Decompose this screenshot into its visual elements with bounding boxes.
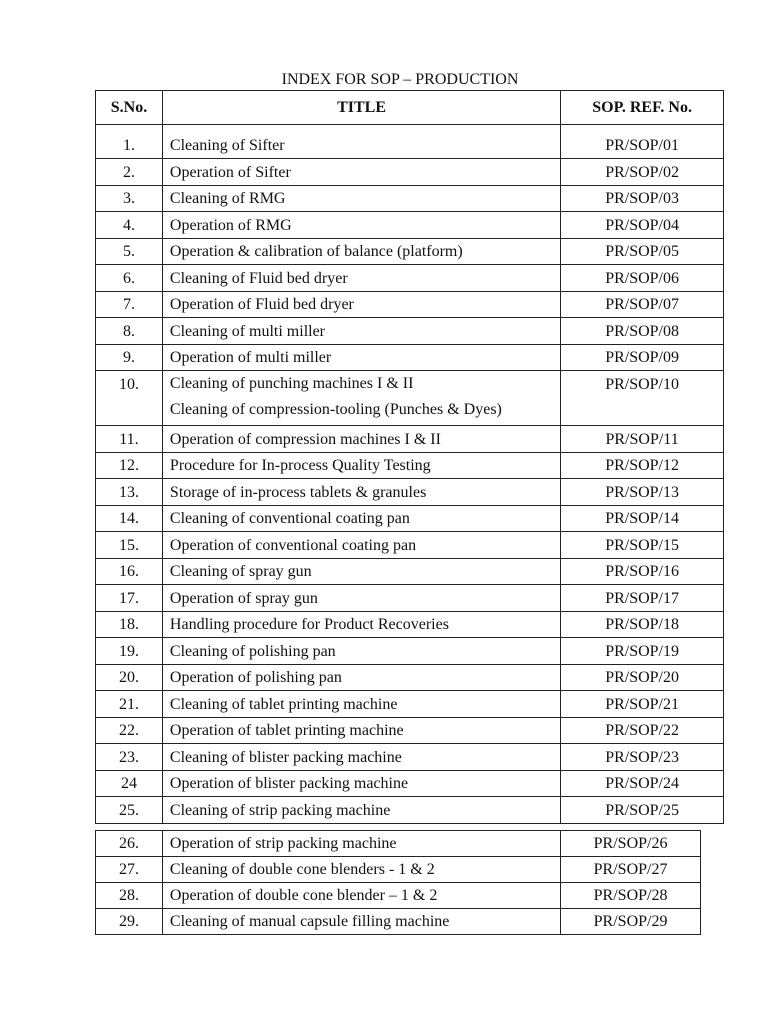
table-row [96, 744, 724, 771]
row-number: 28. [96, 883, 163, 909]
row-title: Operation of tablet printing machine [162, 717, 560, 744]
row-title: Cleaning of Sifter [162, 125, 560, 159]
row-number: 13. [96, 479, 163, 506]
table-row [96, 909, 701, 935]
row-title [162, 371, 560, 426]
table-row [96, 585, 724, 612]
row-title: Operation of multi miller [162, 344, 560, 371]
table-row [96, 532, 724, 559]
row-ref: PR/SOP/03 [561, 185, 724, 212]
row-ref: PR/SOP/06 [561, 265, 724, 292]
row-title: Operation of RMG [162, 212, 560, 239]
row-number: 2. [96, 159, 163, 186]
table-body [96, 125, 724, 824]
table-row [96, 265, 724, 292]
row-title: Cleaning of tablet printing machine [162, 691, 560, 718]
row-ref: PR/SOP/11 [561, 426, 724, 453]
table-row [96, 125, 724, 159]
row-ref: PR/SOP/07 [561, 291, 724, 318]
row-ref: PR/SOP/05 [561, 238, 724, 265]
row-number: 17. [96, 585, 163, 612]
table-row [96, 159, 724, 186]
row-number: 1. [96, 125, 163, 159]
row-title: Operation of strip packing machine [162, 831, 560, 857]
table-row [96, 857, 701, 883]
row-title: Operation of double cone blender – 1 & 2 [162, 883, 560, 909]
row-title: Procedure for In-process Quality Testing [162, 452, 560, 479]
row-number: 27. [96, 857, 163, 883]
row-number: 7. [96, 291, 163, 318]
row-title: Operation of Fluid bed dryer [162, 291, 560, 318]
table-row [96, 691, 724, 718]
row-title: Storage of in-process tablets & granules [162, 479, 560, 506]
row-number: 23. [96, 744, 163, 771]
table-row [96, 611, 724, 638]
sop-index-table [95, 90, 724, 824]
row-ref: PR/SOP/28 [561, 883, 701, 909]
row-title: Cleaning of double cone blenders - 1 & 2 [162, 857, 560, 883]
row-number: 21. [96, 691, 163, 718]
row-title: Operation of Sifter [162, 159, 560, 186]
row-ref: PR/SOP/22 [561, 717, 724, 744]
row-title: Operation of compression machines I & II [162, 426, 560, 453]
table-row [96, 238, 724, 265]
row-ref: PR/SOP/13 [561, 479, 724, 506]
row-number: 14. [96, 505, 163, 532]
row-title: Operation & calibration of balance (platform) [162, 238, 560, 265]
row-title: Cleaning of polishing pan [162, 638, 560, 665]
table-row [96, 371, 724, 426]
row-ref: PR/SOP/23 [561, 744, 724, 771]
header-sno: S.No. [96, 91, 163, 125]
row-number: 19. [96, 638, 163, 665]
row-title: Cleaning of manual capsule filling machine [162, 909, 560, 935]
table-row [96, 479, 724, 506]
row-number: 20. [96, 664, 163, 691]
row-ref: PR/SOP/12 [561, 452, 724, 479]
row-title: Cleaning of spray gun [162, 558, 560, 585]
row-title: Cleaning of conventional coating pan [162, 505, 560, 532]
row-title: Operation of conventional coating pan [162, 532, 560, 559]
row-ref: PR/SOP/01 [561, 125, 724, 159]
row-title: Operation of blister packing machine [162, 770, 560, 797]
row-number: 12. [96, 452, 163, 479]
table-row [96, 717, 724, 744]
table-row [96, 797, 724, 824]
row-title: Operation of spray gun [162, 585, 560, 612]
row-ref: PR/SOP/26 [561, 831, 701, 857]
row-ref: PR/SOP/08 [561, 318, 724, 345]
row-ref: PR/SOP/16 [561, 558, 724, 585]
table-row [96, 185, 724, 212]
row-number: 29. [96, 909, 163, 935]
row-number: 15. [96, 532, 163, 559]
row-ref: PR/SOP/14 [561, 505, 724, 532]
header-ref: SOP. REF. No. [561, 91, 724, 125]
table-row [96, 883, 701, 909]
row-title-line-2: Cleaning of compression-tooling (Punches & Dyes) [169, 401, 502, 418]
row-title: Cleaning of multi miller [162, 318, 560, 345]
table-header-row [96, 91, 724, 125]
row-title: Handling procedure for Product Recoveries [162, 611, 560, 638]
table-row [96, 638, 724, 665]
row-ref: PR/SOP/15 [561, 532, 724, 559]
row-number: 9. [96, 344, 163, 371]
row-title: Cleaning of Fluid bed dryer [162, 265, 560, 292]
row-title: Cleaning of strip packing machine [162, 797, 560, 824]
row-number: 11. [96, 426, 163, 453]
table-row [96, 505, 724, 532]
row-ref: PR/SOP/02 [561, 159, 724, 186]
table-row [96, 664, 724, 691]
row-title-line-1: Cleaning of punching machines I & II [169, 375, 414, 392]
table-row [96, 558, 724, 585]
row-title: Cleaning of blister packing machine [162, 744, 560, 771]
row-number: 16. [96, 558, 163, 585]
table-row [96, 770, 724, 797]
row-ref: PR/SOP/18 [561, 611, 724, 638]
table-row [96, 318, 724, 345]
row-ref: PR/SOP/17 [561, 585, 724, 612]
row-ref: PR/SOP/29 [561, 909, 701, 935]
table-row [96, 452, 724, 479]
table-row [96, 831, 701, 857]
table-row [96, 344, 724, 371]
row-ref: PR/SOP/20 [561, 664, 724, 691]
table-row [96, 426, 724, 453]
row-ref: PR/SOP/21 [561, 691, 724, 718]
table-row [96, 291, 724, 318]
row-number: 18. [96, 611, 163, 638]
table-row [96, 212, 724, 239]
sop-index-table-continued [95, 830, 701, 935]
document-title: INDEX FOR SOP – PRODUCTION [281, 71, 519, 88]
row-number: 10. [96, 371, 163, 426]
row-ref: PR/SOP/10 [561, 371, 724, 426]
row-ref: PR/SOP/24 [561, 770, 724, 797]
row-number: 8. [96, 318, 163, 345]
row-number: 4. [96, 212, 163, 239]
row-number: 24 [96, 770, 163, 797]
row-number: 22. [96, 717, 163, 744]
row-title: Operation of polishing pan [162, 664, 560, 691]
row-ref: PR/SOP/19 [561, 638, 724, 665]
row-ref: PR/SOP/25 [561, 797, 724, 824]
row-ref: PR/SOP/27 [561, 857, 701, 883]
row-ref: PR/SOP/09 [561, 344, 724, 371]
row-title: Cleaning of RMG [162, 185, 560, 212]
row-ref: PR/SOP/04 [561, 212, 724, 239]
row-number: 3. [96, 185, 163, 212]
row-number: 5. [96, 238, 163, 265]
row-number: 25. [96, 797, 163, 824]
row-number: 6. [96, 265, 163, 292]
table-body-continued [96, 831, 701, 935]
row-number: 26. [96, 831, 163, 857]
header-title: TITLE [162, 91, 560, 125]
